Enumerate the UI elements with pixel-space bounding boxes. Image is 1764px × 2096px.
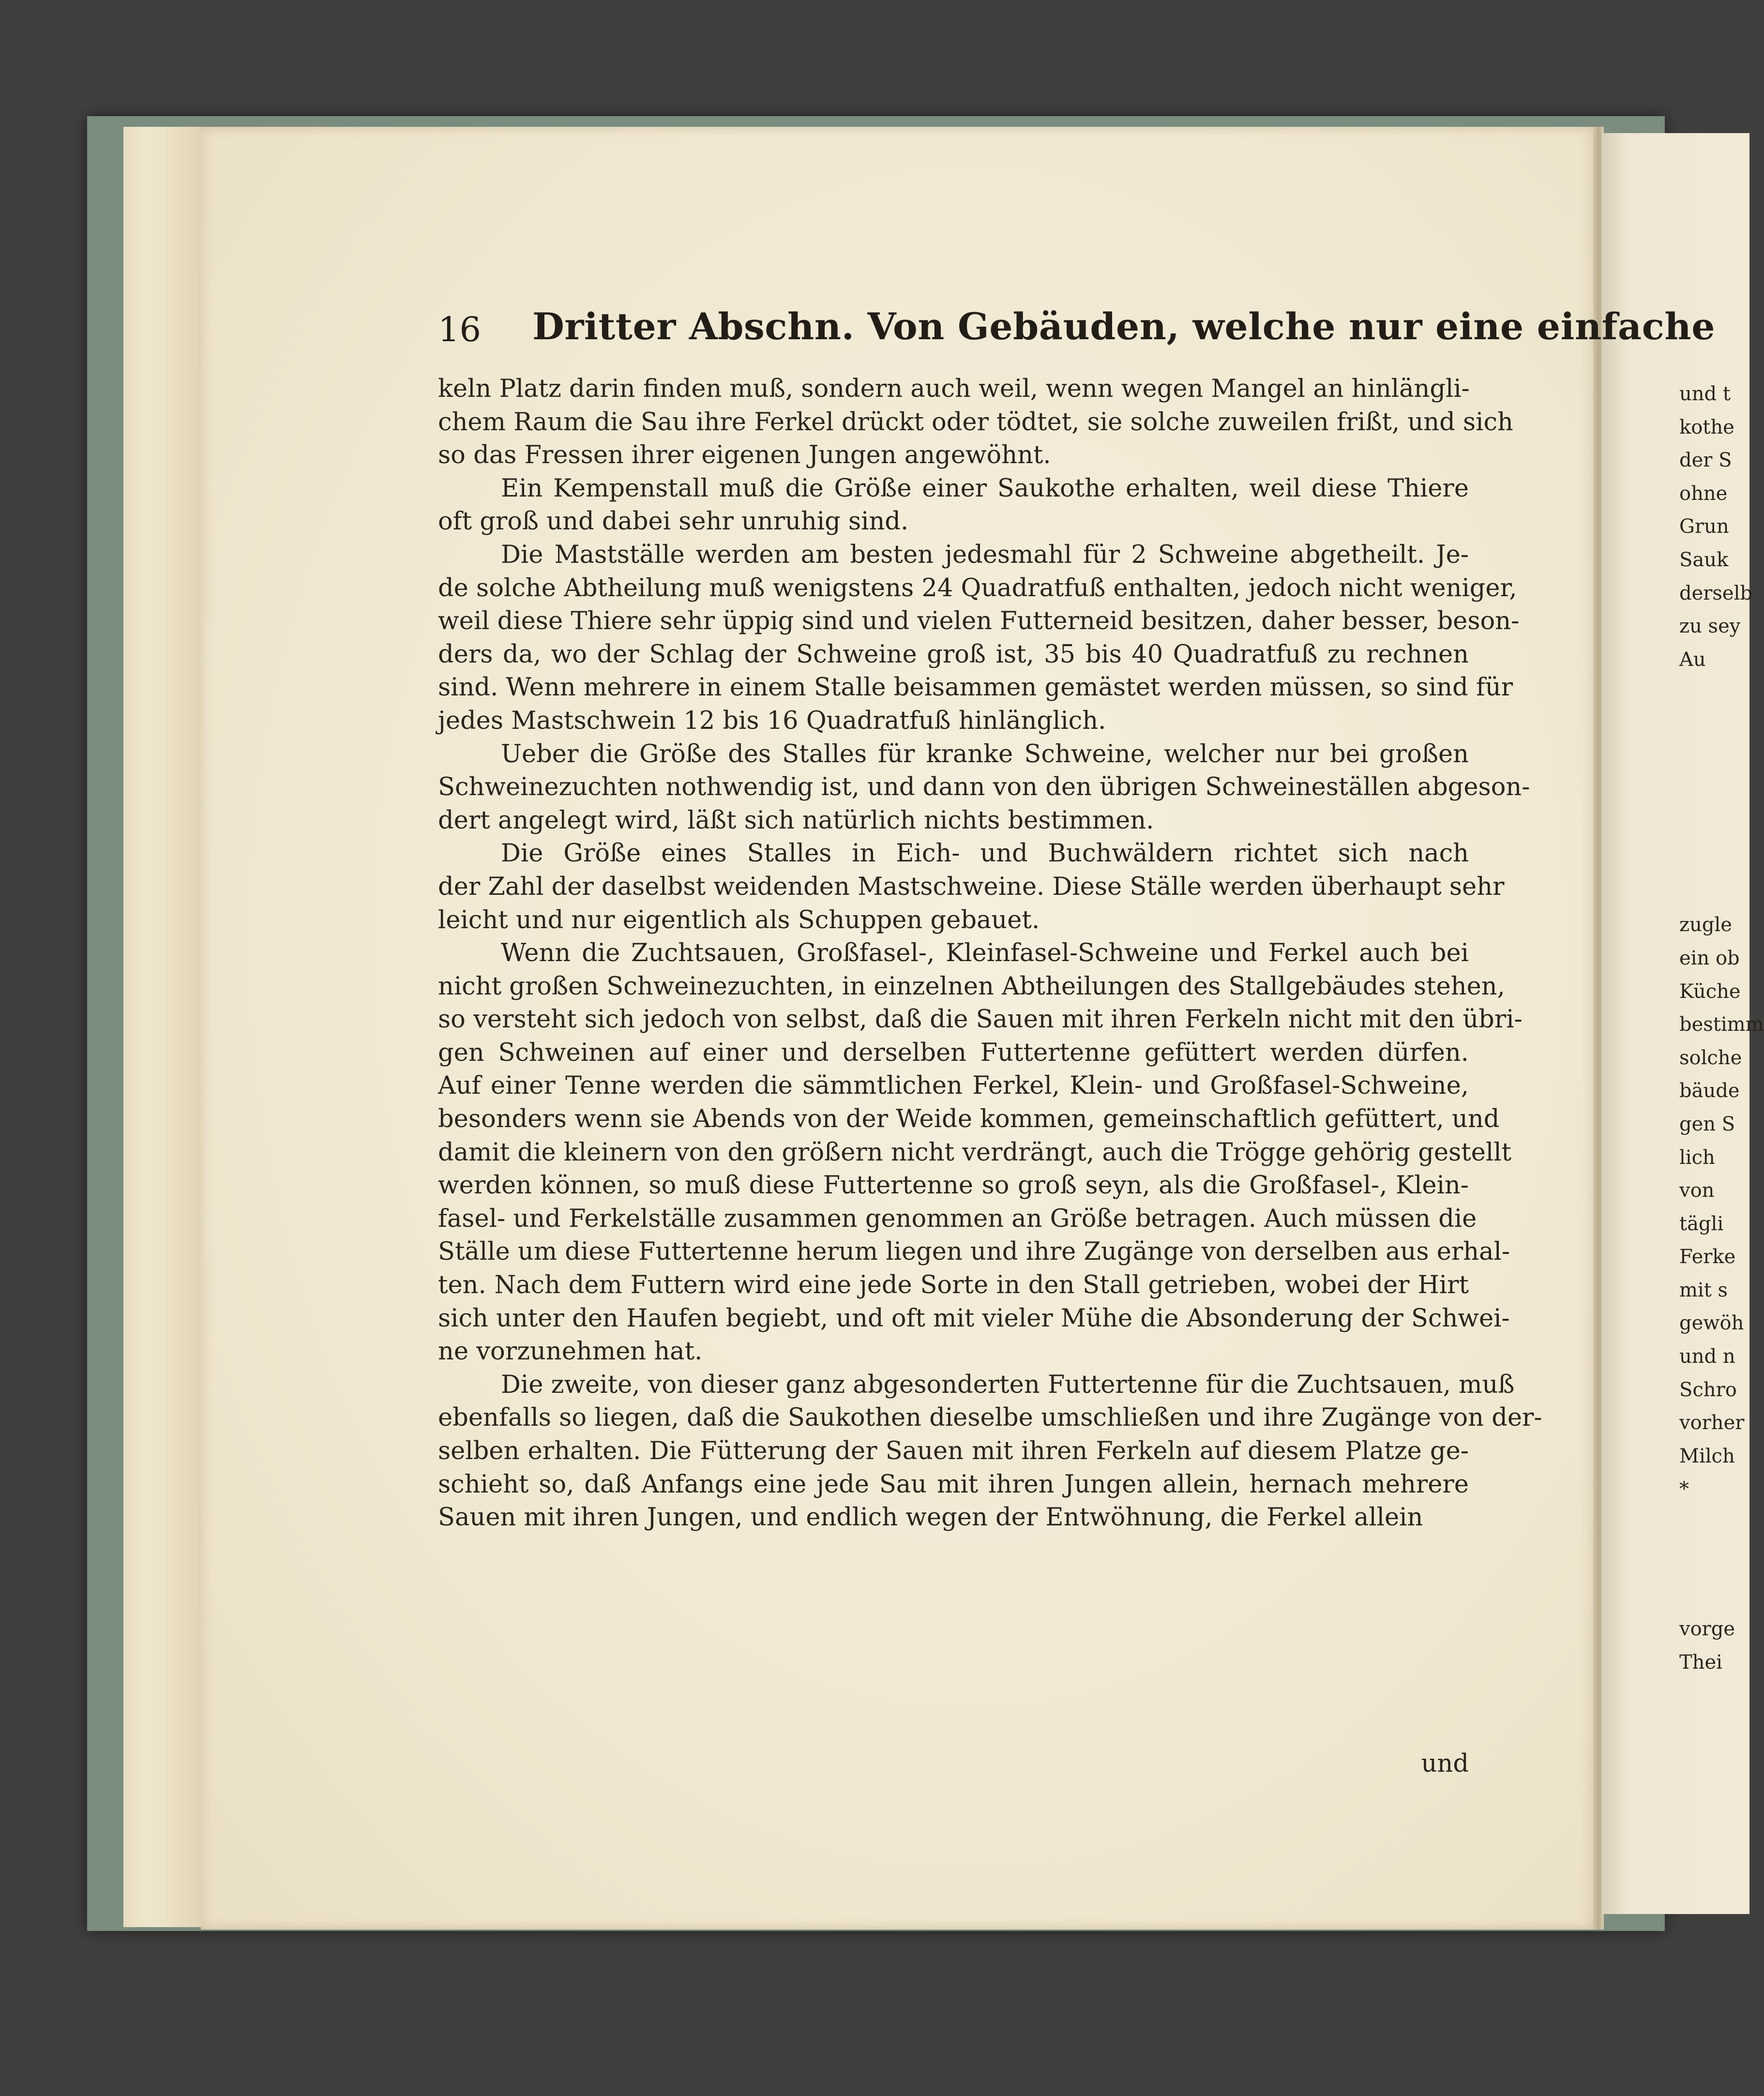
text-line: Die zweite, von dieser ganz abgesonderten Futtertenne für die Zuchtsauen, muß <box>501 1370 1515 1399</box>
next-page-fragment: derselb <box>1679 582 1752 604</box>
next-page-fragment: vorge <box>1679 1618 1735 1641</box>
text-line: damit die kleinern von den größern nicht verdrängt, auch die Trögge gehörig gestellt <box>438 1138 1512 1167</box>
text-line: leicht und nur eigentlich als Schuppen gebauet. <box>438 905 1040 935</box>
next-page-fragment: gewöh <box>1679 1312 1744 1335</box>
page-header <box>438 300 1716 353</box>
text-line: jedes Mastschwein 12 bis 16 Quadratfuß hinlänglich. <box>438 706 1106 735</box>
next-page-fragment: * <box>1679 1478 1689 1501</box>
text-line: dert angelegt wird, läßt sich natürlich nichts bestimmen. <box>438 806 1154 835</box>
next-page-fragment: und n <box>1679 1345 1735 1368</box>
text-line: Ein Kempenstall muß die Größe einer Saukothe erhalten, weil diese Thiere <box>501 474 1469 503</box>
next-page-fragment: und t <box>1679 383 1731 405</box>
catchword: und <box>1421 1749 1469 1778</box>
text-line: der Zahl der daselbst weidenden Mastschweine. Diese Ställe werden überhaupt sehr <box>438 872 1505 901</box>
next-page-fragment: bestimm <box>1679 1013 1764 1036</box>
text-line: ten. Nach dem Futtern wird eine jede Sorte in den Stall getrieben, wobei der Hirt <box>438 1271 1469 1300</box>
text-line: Schweinezuchten nothwendig ist, und dann von den übrigen Schweineställen abgeson- <box>438 773 1530 802</box>
page-edges <box>123 127 207 1927</box>
text-line: schieht so, daß Anfangs eine jede Sau mit ihren Jungen allein, hernach mehrere <box>438 1470 1469 1499</box>
next-page-fragment: vorher <box>1679 1412 1745 1434</box>
next-page-fragment: der S <box>1679 449 1732 472</box>
next-page-fragment: Schro <box>1679 1378 1737 1401</box>
next-page-fragment: ohne <box>1679 482 1728 505</box>
next-page-fragment: zugle <box>1679 914 1732 936</box>
text-line: Wenn die Zuchtsauen, Großfasel-, Kleinfasel-Schweine und Ferkel auch bei <box>501 939 1469 968</box>
text-line: sich unter den Haufen begiebt, und oft mit vieler Mühe die Absonderung der Schwei- <box>438 1304 1510 1333</box>
text-line: ders da, wo der Schlag der Schweine groß ist, 35 bis 40 Quadratfuß zu rechnen <box>438 640 1469 669</box>
text-line: fasel- und Ferkelställe zusammen genommen an Größe betragen. Auch müssen die <box>438 1204 1477 1233</box>
next-page-fragment: tägli <box>1679 1212 1724 1235</box>
next-page-fragments <box>1679 377 1764 1679</box>
text-line: Sauen mit ihren Jungen, und endlich wegen der Entwöhnung, die Ferkel allein <box>438 1503 1423 1532</box>
text-line: ne vorzunehmen hat. <box>438 1337 703 1366</box>
text-line: besonders wenn sie Abends von der Weide kommen, gemeinschaftlich gefüttert, und <box>438 1105 1500 1134</box>
text-line: so versteht sich jedoch von selbst, daß die Sauen mit ihren Ferkeln nicht mit den übri- <box>438 1005 1523 1034</box>
next-page-fragment: Au <box>1679 648 1706 671</box>
text-line: chem Raum die Sau ihre Ferkel drückt oder tödtet, sie solche zuweilen frißt, und sich <box>438 407 1513 437</box>
running-title: Dritter Abschn. Von Gebäuden, welche nur eine einfache <box>532 305 1716 348</box>
text-line: de solche Abtheilung muß wenigstens 24 Quadratfuß enthalten, jedoch nicht weniger, <box>438 573 1517 603</box>
text-line: Auf einer Tenne werden die sämmtlichen Ferkel, Klein- und Großfasel-Schweine, <box>438 1071 1469 1101</box>
next-page-fragment: Thei <box>1679 1651 1722 1674</box>
text-line: Die Größe eines Stalles in Eich- und Buchwäldern richtet sich nach <box>501 839 1469 868</box>
next-page-fragment: Grun <box>1679 515 1729 538</box>
text-line: weil diese Thiere sehr üppig sind und vielen Futterneid besitzen, daher besser, beson- <box>438 607 1520 636</box>
next-page-fragment: Milch <box>1679 1445 1735 1467</box>
text-line: oft groß und dabei sehr unruhig sind. <box>438 507 909 536</box>
next-page-fragment: gen S <box>1679 1113 1735 1135</box>
text-line: Ställe um diese Futtertenne herum liegen und ihre Zugänge von derselben aus erhal- <box>438 1237 1510 1267</box>
text-line: gen Schweinen auf einer und derselben Futtertenne gefüttert werden dürfen. <box>438 1038 1469 1067</box>
text-line: nicht großen Schweinezuchten, in einzelnen Abtheilungen des Stallgebäudes stehen, <box>438 972 1505 1001</box>
next-page-fragment: zu sey <box>1679 615 1741 638</box>
next-page-fragment: solche <box>1679 1046 1742 1069</box>
text-line: sind. Wenn mehrere in einem Stalle beisammen gemästet werden müssen, so sind für <box>438 673 1513 702</box>
body-text <box>438 373 1542 1535</box>
next-page-fragment: Sauk <box>1679 548 1729 571</box>
next-page-fragment: ein ob <box>1679 947 1740 969</box>
next-page-fragment: lich <box>1679 1146 1715 1169</box>
text-line: Ueber die Größe des Stalles für kranke Schweine, welcher nur bei großen <box>501 739 1469 769</box>
text-line: selben erhalten. Die Fütterung der Sauen mit ihren Ferkeln auf diesem Platze ge- <box>438 1437 1469 1465</box>
page-number: 16 <box>438 310 482 349</box>
next-page-fragment: bäude <box>1679 1080 1740 1102</box>
next-page-fragment: von <box>1679 1179 1715 1202</box>
text-line: so das Fressen ihrer eigenen Jungen angewöhnt. <box>438 441 1051 470</box>
next-page-fragment: mit s <box>1679 1279 1728 1301</box>
text-line: werden können, so muß diese Futtertenne so groß seyn, als die Großfasel-, Klein- <box>438 1171 1469 1200</box>
next-page-fragment: Ferke <box>1679 1246 1736 1268</box>
text-line: ebenfalls so liegen, daß die Saukothen dieselbe umschließen und ihre Zugänge von der- <box>438 1403 1542 1433</box>
next-page-fragment: Küche <box>1679 980 1741 1003</box>
text-line: Die Mastställe werden am besten jedesmahl für 2 Schweine abgetheilt. Je- <box>501 540 1469 569</box>
next-page-fragment: kothe <box>1679 416 1734 438</box>
text-line: keln Platz darin finden muß, sondern auch weil, wenn wegen Mangel an hinlängli- <box>438 375 1470 403</box>
